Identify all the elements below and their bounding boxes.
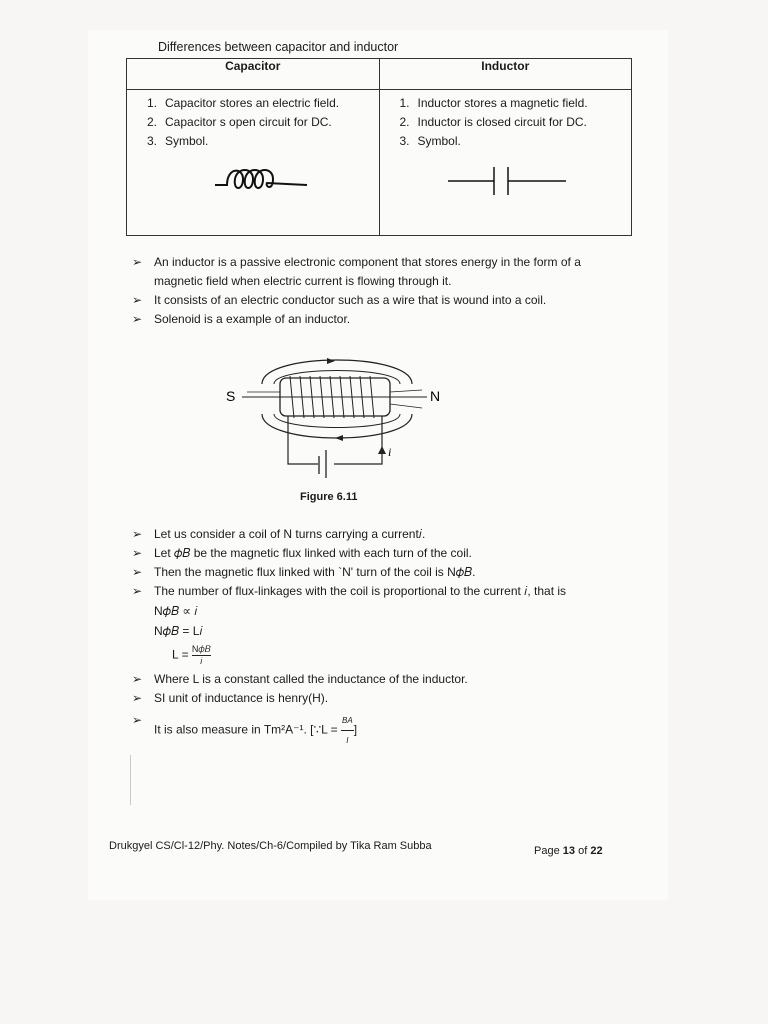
list-item: ➢ Solenoid is a example of an inductor. <box>132 312 351 326</box>
equation-3: L = N𝜙𝐵 𝑖 <box>172 644 211 666</box>
header-inductor: Inductor <box>379 59 632 90</box>
list-item: ➢ An inductor is a passive electronic component that stores energy in the form of a magnetic field when electric current is flowing through it. <box>132 255 581 288</box>
list-item: ➢ The number of flux-linkages with the coil is proportional to the current 𝑖, that is <box>132 584 567 598</box>
label-i: i <box>388 445 392 459</box>
header-capacitor: Capacitor <box>127 59 380 90</box>
capacitor-symbol-icon <box>400 157 600 197</box>
list-item: 1. Inductor stores a magnetic field. <box>399 96 588 110</box>
list-item: 3. Symbol. <box>147 134 209 148</box>
inductor-cell <box>379 90 632 236</box>
list-item: 2. Capacitor s open circuit for DC. <box>147 115 332 129</box>
margin-mark <box>130 755 131 805</box>
equation-1: N𝜙𝐵 ∝ 𝑖 <box>154 604 198 618</box>
coil-symbol-icon <box>147 157 347 197</box>
list-item: ➢ Let 𝜙𝐵 be the magnetic flux linked with each turn of the coil. <box>132 546 472 560</box>
list-item: 2. Inductor is closed circuit for DC. <box>399 115 587 129</box>
list-item: ➢ It consists of an electric conductor such as a wire that is wound into a coil. <box>132 293 547 307</box>
heading: Differences between capacitor and inductor <box>158 40 399 54</box>
comparison-table <box>126 58 632 236</box>
footer-credit: Drukgyel CS/Cl-12/Phy. Notes/Ch-6/Compiled by Tika Ram Subba <box>109 840 432 852</box>
solenoid-figure <box>222 354 452 484</box>
list-item: ➢ Let us consider a coil of N turns carrying a current𝑖. <box>132 527 426 541</box>
figure-caption: Figure 6.11 <box>300 491 358 503</box>
bullet-list-3 <box>132 670 632 750</box>
label-s: S <box>226 388 236 404</box>
bullet-list-1 <box>132 253 632 329</box>
list-item: ➢ Then the magnetic flux linked with `N' turn of the coil is N𝜙𝐵. <box>132 565 476 579</box>
list-item: ➢ It is also measure in Tm²A⁻¹. [∵L = $\frac{BA}{I}$ ] <box>132 713 358 745</box>
list-item: 1. Capacitor stores an electric field. <box>147 96 340 110</box>
list-item: 3. Symbol. <box>399 134 461 148</box>
list-item: ➢ Where L is a constant called the inductance of the inductor. <box>132 672 468 686</box>
label-n: N <box>430 388 441 404</box>
page-number: Page 13 of 22 <box>534 845 603 857</box>
bullet-list-2 <box>132 525 632 601</box>
equation-2: N𝜙𝐵 = L𝑖 <box>154 624 203 638</box>
list-item: ➢ SI unit of inductance is henry(H). <box>132 691 329 705</box>
capacitor-cell <box>127 90 380 236</box>
